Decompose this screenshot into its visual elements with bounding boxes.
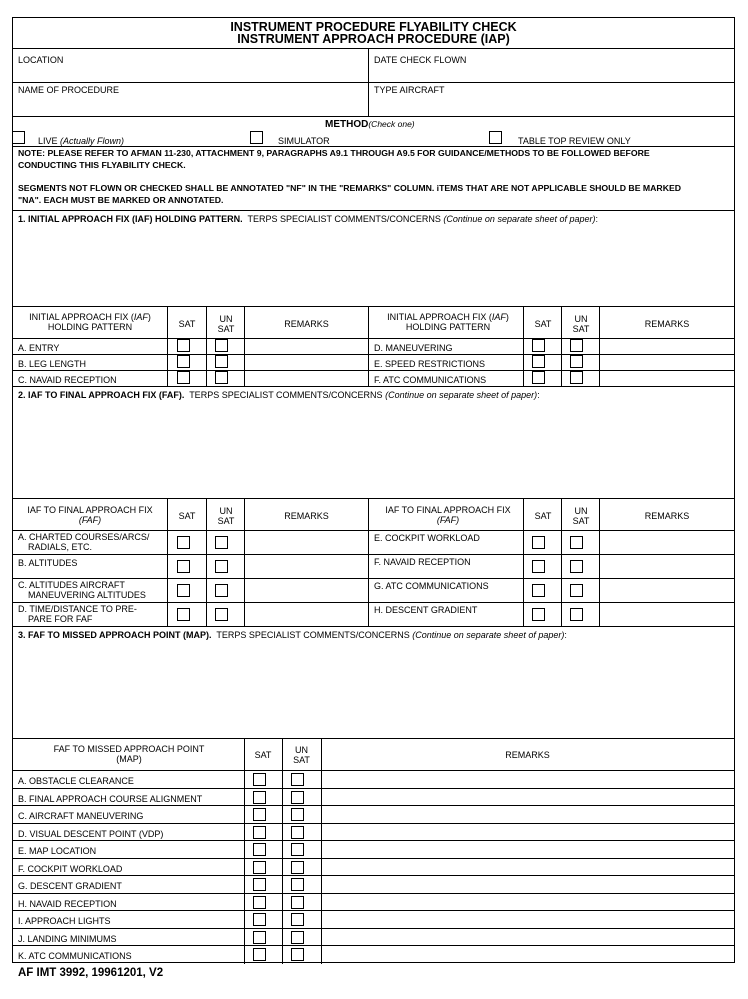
s2-b-sat-checkbox[interactable]: [177, 560, 190, 573]
location-label: LOCATION: [18, 55, 64, 65]
s2-item-charted-courses: [18, 532, 149, 552]
s2-item-c-line2: MANEUVERING ALTITUDES: [28, 590, 146, 600]
s2-right-sat-header: SAT: [534, 511, 552, 521]
s3-row-divider: [13, 788, 734, 789]
section2-left-col-title: [13, 505, 167, 525]
s1-maneuvering-unsat-checkbox[interactable]: [570, 339, 583, 352]
s3-sat-checkbox[interactable]: [253, 913, 266, 926]
section3-comments-label: TERPS SPECIALIST COMMENTS/CONCERNS: [216, 630, 410, 640]
s2-e-unsat-checkbox[interactable]: [570, 536, 583, 549]
s2-c-sat-checkbox[interactable]: [177, 584, 190, 597]
s3-remarks-field[interactable]: [322, 770, 734, 788]
live-checkbox[interactable]: [12, 131, 25, 144]
s3-sat-checkbox[interactable]: [253, 791, 266, 804]
note-line3: SEGMENTS NOT FLOWN OR CHECKED SHALL BE ANNOTATED "NF" IN THE "REMARKS" COLUMN. iTEMS THAT ARE NOT APPLICABLE SHOULD BE MARKED: [18, 183, 682, 193]
s3-unsat-checkbox[interactable]: [291, 931, 304, 944]
s2-right-unsat-sat: SAT: [572, 516, 590, 526]
section1-title: 1. INITIAL APPROACH FIX (IAF) HOLDING PATTERN.: [18, 214, 243, 224]
s2-f-unsat-checkbox[interactable]: [570, 560, 583, 573]
section1-continue: (Continue on separate sheet of paper): [443, 214, 596, 224]
s3-item-label: A. OBSTACLE CLEARANCE: [18, 776, 134, 786]
s1-right-title-b: ): [505, 312, 509, 322]
s3-unsat-checkbox[interactable]: [291, 773, 304, 786]
simulator-checkbox[interactable]: [250, 131, 263, 144]
form-id: AF IMT 3992, 19961201, V2: [18, 967, 164, 979]
s3-unsat-checkbox[interactable]: [291, 896, 304, 909]
s1-item-atc-communications: F. ATC COMMUNICATIONS: [374, 375, 487, 385]
section2-right-col-title: [368, 505, 528, 525]
table-top-checkbox[interactable]: [489, 131, 502, 144]
note-line1: NOTE: PLEASE REFER TO AFMAN 11-230, ATTACHMENT 9, PARAGRAPHS A9.1 THROUGH A9.5 FOR GUIDANCE/METHODS TO BE FOLLOWED BEFORE: [18, 148, 650, 158]
method-hint: (Check one): [368, 119, 415, 129]
s1-left-remarks-header: REMARKS: [284, 319, 329, 329]
section3-comments-area[interactable]: [18, 642, 730, 738]
s2-item-descent-gradient: H. DESCENT GRADIENT: [374, 605, 478, 615]
s3-item-label: F. COCKPIT WORKLOAD: [18, 863, 123, 874]
s1-atc-sat-checkbox[interactable]: [532, 371, 545, 384]
s3-sat-checkbox[interactable]: [253, 861, 266, 874]
table-top-label: TABLE TOP REVIEW ONLY: [518, 136, 631, 146]
s3-row-divider: [13, 823, 734, 824]
s2-left-unsat-sat: SAT: [217, 516, 235, 526]
s3-unsat-checkbox[interactable]: [291, 913, 304, 926]
s3-sat-checkbox[interactable]: [253, 896, 266, 909]
s2-item-atc-communications: G. ATC COMMUNICATIONS: [374, 581, 489, 591]
s2-item-c-line1: C. ALTITUDES AIRCRAFT: [18, 580, 125, 590]
live-hint: (Actually Flown): [60, 136, 125, 146]
s2-item-a-line1: A. CHARTED COURSES/ARCS/: [18, 532, 150, 542]
s3-remarks-field[interactable]: [322, 945, 734, 963]
s3-sat-checkbox[interactable]: [253, 931, 266, 944]
s1-left-unsat-sat: SAT: [217, 324, 235, 334]
section3-continue: (Continue on separate sheet of paper): [412, 630, 565, 640]
s3-row-divider: [13, 893, 734, 894]
section2-title: 2. IAF TO FINAL APPROACH FIX (FAF).: [18, 390, 185, 400]
section1-left-col-title: [13, 312, 167, 332]
s2-item-cockpit-workload: E. COCKPIT WORKLOAD: [374, 533, 480, 543]
s3-unsat-checkbox[interactable]: [291, 808, 304, 821]
s3-sat-checkbox[interactable]: [253, 878, 266, 891]
method-heading: [325, 119, 415, 130]
s3-remarks-header: REMARKS: [505, 750, 550, 760]
s2-right-un: UN: [574, 506, 588, 516]
s1-item-speed-restrictions: E. SPEED RESTRICTIONS: [374, 359, 486, 369]
section2-continue: (Continue on separate sheet of paper): [385, 390, 538, 400]
note-line4: "NA". EACH MUST BE MARKED OR ANNOTATED.: [18, 195, 224, 205]
s1-left-un: UN: [219, 314, 233, 324]
s1-left-title-line2: HOLDING PATTERN: [47, 322, 133, 332]
s1-item-navaid-reception: C. NAVAID RECEPTION: [18, 375, 117, 385]
s3-remarks-field[interactable]: [322, 805, 734, 823]
s2-item-navaid-reception: F. NAVAID RECEPTION: [374, 557, 471, 567]
s3-sat-checkbox[interactable]: [253, 948, 266, 961]
s3-item-label: D. VISUAL DESCENT POINT (VDP): [18, 828, 164, 839]
section2-comments-area[interactable]: [18, 402, 730, 498]
form-title-line1: INSTRUMENT PROCEDURE FLYABILITY CHECK: [230, 20, 517, 34]
s1-right-unsat-sat: SAT: [572, 324, 590, 334]
s3-unsat-checkbox[interactable]: [291, 878, 304, 891]
s3-item-label: I. APPROACH LIGHTS: [18, 916, 111, 926]
s3-unsat-sat: SAT: [293, 755, 310, 765]
s3-item-label: C. AIRCRAFT MANEUVERING: [18, 811, 144, 821]
s3-sat-checkbox[interactable]: [253, 843, 266, 856]
s3-un: UN: [295, 745, 308, 755]
s3-sat-header: SAT: [254, 750, 272, 760]
s2-e-sat-checkbox[interactable]: [532, 536, 545, 549]
s2-g-unsat-checkbox[interactable]: [570, 584, 583, 597]
s3-remarks-field[interactable]: [322, 840, 734, 858]
s1-right-title-iaf: IAF: [491, 312, 506, 322]
section3-title: 3. FAF TO MISSED APPROACH POINT (MAP).: [18, 630, 212, 640]
s3-title-line2: (MAP): [116, 754, 142, 764]
s1-navaid-sat-checkbox[interactable]: [177, 371, 190, 384]
s3-row-divider: [13, 928, 734, 929]
s2-right-unsat-header: [562, 506, 600, 526]
method-label: METHOD: [325, 119, 369, 130]
s1-left-sat-header: SAT: [178, 319, 196, 329]
s2-item-altitudes: B. ALTITUDES: [18, 558, 78, 568]
s3-remarks-field[interactable]: [322, 875, 734, 893]
s3-item-label: G. DESCENT GRADIENT: [18, 881, 122, 891]
section2-heading: [18, 390, 540, 400]
section1-heading: [18, 214, 598, 224]
s2-left-un: UN: [219, 506, 233, 516]
s1-leg-length-sat-checkbox[interactable]: [177, 355, 190, 368]
section1-right-col-title: [368, 312, 528, 332]
s2-f-sat-checkbox[interactable]: [532, 560, 545, 573]
s3-row-divider: [13, 805, 734, 806]
s2-d-unsat-checkbox[interactable]: [215, 608, 228, 621]
s3-item-label: J. LANDING MINIMUMS: [18, 933, 117, 944]
s2-left-title-line2: (FAF): [78, 515, 102, 525]
s2-a-unsat-checkbox[interactable]: [215, 536, 228, 549]
s1-left-title-b: ): [147, 312, 151, 322]
s3-row-divider: [13, 875, 734, 876]
location-field[interactable]: [18, 66, 366, 80]
s3-item-label: E. MAP LOCATION: [18, 846, 97, 856]
s2-left-title: IAF TO FINAL APPROACH FIX: [27, 505, 153, 515]
s1-item-maneuvering: D. MANEUVERING: [374, 343, 453, 353]
s1-entry-unsat-checkbox[interactable]: [215, 339, 228, 352]
s2-g-sat-checkbox[interactable]: [532, 584, 545, 597]
s3-row-divider: [13, 910, 734, 911]
s3-remarks-field[interactable]: [322, 823, 734, 841]
s2-d-sat-checkbox[interactable]: [177, 608, 190, 621]
date-check-flown-field[interactable]: [374, 66, 729, 80]
s3-unsat-checkbox[interactable]: [291, 861, 304, 874]
s3-sat-checkbox[interactable]: [253, 773, 266, 786]
note-line2: CONDUCTING THIS FLYABILITY CHECK.: [18, 160, 186, 170]
section3-col-title: [13, 744, 245, 764]
s2-left-remarks-header: REMARKS: [284, 511, 329, 521]
s1-maneuvering-sat-checkbox[interactable]: [532, 339, 545, 352]
form-title-line2: INSTRUMENT APPROACH PROCEDURE (IAP): [237, 32, 510, 46]
s3-unsat-checkbox[interactable]: [291, 826, 304, 839]
s1-item-leg-length: B. LEG LENGTH: [18, 359, 87, 369]
s1-right-remarks-header: REMARKS: [644, 319, 690, 329]
s2-b-unsat-checkbox[interactable]: [215, 560, 228, 573]
live-option-label: [38, 136, 124, 146]
name-of-procedure-label: NAME OF PROCEDURE: [18, 85, 120, 95]
flyability-check-form: [12, 17, 735, 963]
s3-remarks-field[interactable]: [322, 893, 734, 911]
s3-row-divider: [13, 840, 734, 841]
s2-right-remarks-header: REMARKS: [644, 511, 690, 521]
live-label: LIVE: [38, 136, 58, 146]
s1-right-unsat-header: [562, 314, 600, 334]
s3-remarks-field[interactable]: [322, 928, 734, 946]
s3-item-label: H. NAVAID RECEPTION: [18, 898, 117, 909]
name-of-procedure-field[interactable]: [18, 96, 366, 112]
s2-item-d-line2: PARE FOR FAF: [28, 614, 93, 624]
section1-colon: :: [595, 214, 599, 224]
section2-colon: :: [537, 390, 540, 400]
s1-navaid-unsat-checkbox[interactable]: [215, 371, 228, 384]
s3-row-divider: [13, 945, 734, 946]
s3-unsat-checkbox[interactable]: [291, 791, 304, 804]
s1-leg-length-unsat-checkbox[interactable]: [215, 355, 228, 368]
s1-atc-unsat-checkbox[interactable]: [570, 371, 583, 384]
s2-h-unsat-checkbox[interactable]: [570, 608, 583, 621]
s3-row-divider: [13, 858, 734, 859]
simulator-label: SIMULATOR: [278, 136, 330, 146]
s1-left-title-a: INITIAL APPROACH FIX (: [29, 312, 134, 322]
s2-right-title-line2: (FAF): [436, 515, 460, 525]
s3-unsat-checkbox[interactable]: [291, 843, 304, 856]
section1-comments-label: TERPS SPECIALIST COMMENTS/CONCERNS: [247, 214, 441, 224]
s3-remarks-field[interactable]: [322, 910, 734, 928]
type-aircraft-label: TYPE AIRCRAFT: [374, 85, 445, 95]
s3-unsat-checkbox[interactable]: [291, 948, 304, 961]
s1-left-title-iaf: IAF: [133, 312, 148, 322]
s2-left-sat-header: SAT: [178, 511, 196, 521]
s1-speed-unsat-checkbox[interactable]: [570, 355, 583, 368]
type-aircraft-field[interactable]: [374, 96, 729, 112]
s2-a-sat-checkbox[interactable]: [177, 536, 190, 549]
date-check-flown-label: DATE CHECK FLOWN: [374, 55, 467, 65]
s1-right-un: UN: [574, 314, 588, 324]
section3-colon: :: [564, 630, 567, 640]
s3-remarks-field[interactable]: [322, 858, 734, 876]
section3-heading: [18, 630, 567, 640]
s2-c-unsat-checkbox[interactable]: [215, 584, 228, 597]
s1-entry-sat-checkbox[interactable]: [177, 339, 190, 352]
section2-comments-label: TERPS SPECIALIST COMMENTS/CONCERNS: [189, 390, 383, 400]
s2-item-d-line1: D. TIME/DISTANCE TO PRE-: [18, 604, 137, 614]
s1-speed-sat-checkbox[interactable]: [532, 355, 545, 368]
s2-h-sat-checkbox[interactable]: [532, 608, 545, 621]
s3-unsat-header: [282, 745, 321, 765]
s2-item-time-distance: [18, 604, 137, 624]
s2-left-unsat-header: [207, 506, 245, 526]
s1-right-sat-header: SAT: [534, 319, 552, 329]
s3-sat-checkbox[interactable]: [253, 808, 266, 821]
s2-item-a-line2: RADIALS, ETC.: [28, 542, 93, 552]
s1-right-title-line2: HOLDING PATTERN: [405, 322, 491, 332]
s3-sat-checkbox[interactable]: [253, 826, 266, 839]
s3-title: FAF TO MISSED APPROACH POINT: [53, 744, 205, 754]
s2-item-altitudes-aircraft: [18, 580, 146, 600]
s2-right-title: IAF TO FINAL APPROACH FIX: [385, 505, 511, 515]
section1-comments-area[interactable]: [18, 226, 730, 306]
s3-item-label: K. ATC COMMUNICATIONS: [18, 951, 132, 961]
s1-right-title-a: INITIAL APPROACH FIX (: [387, 312, 492, 322]
s3-item-label: B. FINAL APPROACH COURSE ALIGNMENT: [18, 793, 203, 804]
s3-remarks-field[interactable]: [322, 788, 734, 806]
s1-left-unsat-header: [207, 314, 245, 334]
s1-item-entry: A. ENTRY: [18, 343, 60, 353]
